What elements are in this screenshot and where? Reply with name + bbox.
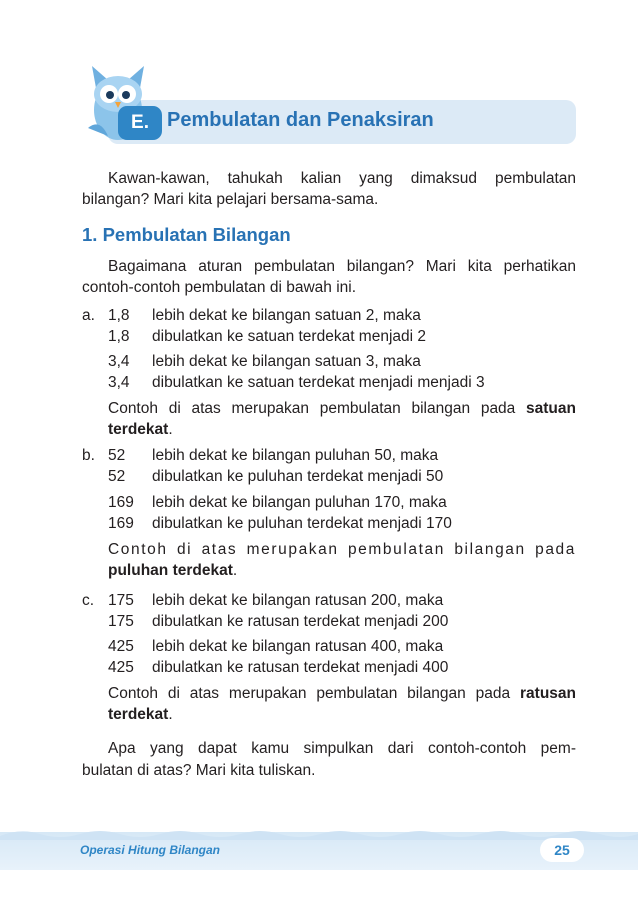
footer-book-title: Operasi Hitung Bilangan: [80, 843, 221, 857]
item-a-summary-line-1: Contoh di atas merupakan pembulatan bilangan pada satuan: [108, 400, 576, 417]
item-a-row-1-text: lebih dekat ke bilangan satuan 2, maka: [152, 307, 421, 324]
item-c-row-2-text: dibulatkan ke ratusan terdekat menjadi 200: [152, 613, 449, 630]
item-c-row-4-text: dibulatkan ke ratusan terdekat menjadi 400: [152, 659, 449, 676]
item-b-row-2-text: dibulatkan ke puluhan terdekat menjadi 50: [152, 468, 444, 485]
item-c-row-4-num: 425: [108, 659, 134, 676]
item-b-row-4-text: dibulatkan ke puluhan terdekat menjadi 170: [152, 515, 452, 532]
item-c-row-1-num: 175: [108, 592, 134, 609]
item-a-row-2-text: dibulatkan ke satuan terdekat menjadi 2: [152, 328, 427, 345]
item-a-row-3-num: 3,4: [108, 353, 130, 370]
item-b-row-2-num: 52: [108, 468, 126, 485]
item-b-row-1-num: 52: [108, 447, 126, 464]
item-b-summary-line-1: Contoh di atas merupakan pembulatan bilangan pada: [108, 541, 576, 558]
item-b-letter: b.: [82, 447, 95, 464]
item-c-row-3-text: lebih dekat ke bilangan ratusan 400, maka: [152, 638, 444, 655]
item-b-row-1-text: lebih dekat ke bilangan puluhan 50, maka: [152, 447, 439, 464]
item-c-summary-line-1: Contoh di atas merupakan pembulatan bilangan pada ratusan: [108, 685, 576, 702]
item-b-row-4-num: 169: [108, 515, 134, 532]
item-a-row-2-num: 1,8: [108, 328, 130, 345]
item-a-row-3-text: lebih dekat ke bilangan satuan 3, maka: [152, 353, 421, 370]
intro-line-1: Kawan-kawan, tahukah kalian yang dimaksud pembulatan: [108, 170, 576, 187]
item-c-letter: c.: [82, 592, 95, 609]
item-b-row-3-text: lebih dekat ke bilangan puluhan 170, maka: [152, 494, 447, 511]
section-title: Pembulatan dan Penaksiran: [167, 109, 434, 131]
item-c-summary-line-2: terdekat.: [108, 706, 173, 723]
intro-line-2: bilangan? Mari kita pelajari bersama-sama.: [82, 191, 379, 208]
item-b-row-3-num: 169: [108, 494, 134, 511]
item-c-row-3-num: 425: [108, 638, 134, 655]
item-a-letter: a.: [82, 307, 95, 324]
section-badge: E.: [118, 106, 162, 140]
item-c-row-2-num: 175: [108, 613, 134, 630]
subsection-line-1: Bagaimana aturan pembulatan bilangan? Mari kita perhatikan: [108, 258, 576, 275]
item-a-row-4-text: dibulatkan ke satuan terdekat menjadi menjadi 3: [152, 374, 485, 391]
subsection-line-2: contoh-contoh pembulatan di bawah ini.: [82, 279, 357, 296]
item-b-summary-line-2: puluhan terdekat.: [108, 562, 238, 579]
item-a-row-4-num: 3,4: [108, 374, 130, 391]
closing-line-1: Apa yang dapat kamu simpulkan dari contoh-contoh pem-: [108, 740, 576, 757]
item-a-summary-line-2: terdekat.: [108, 421, 173, 438]
subsection-title: 1. Pembulatan Bilangan: [82, 224, 291, 245]
page-number: 25: [540, 838, 584, 862]
item-c-row-1-text: lebih dekat ke bilangan ratusan 200, maka: [152, 592, 444, 609]
item-a-row-1-num: 1,8: [108, 307, 130, 324]
footer-wave-decoration: [0, 826, 638, 840]
closing-line-2: bulatan di atas? Mari kita tuliskan.: [82, 762, 316, 779]
